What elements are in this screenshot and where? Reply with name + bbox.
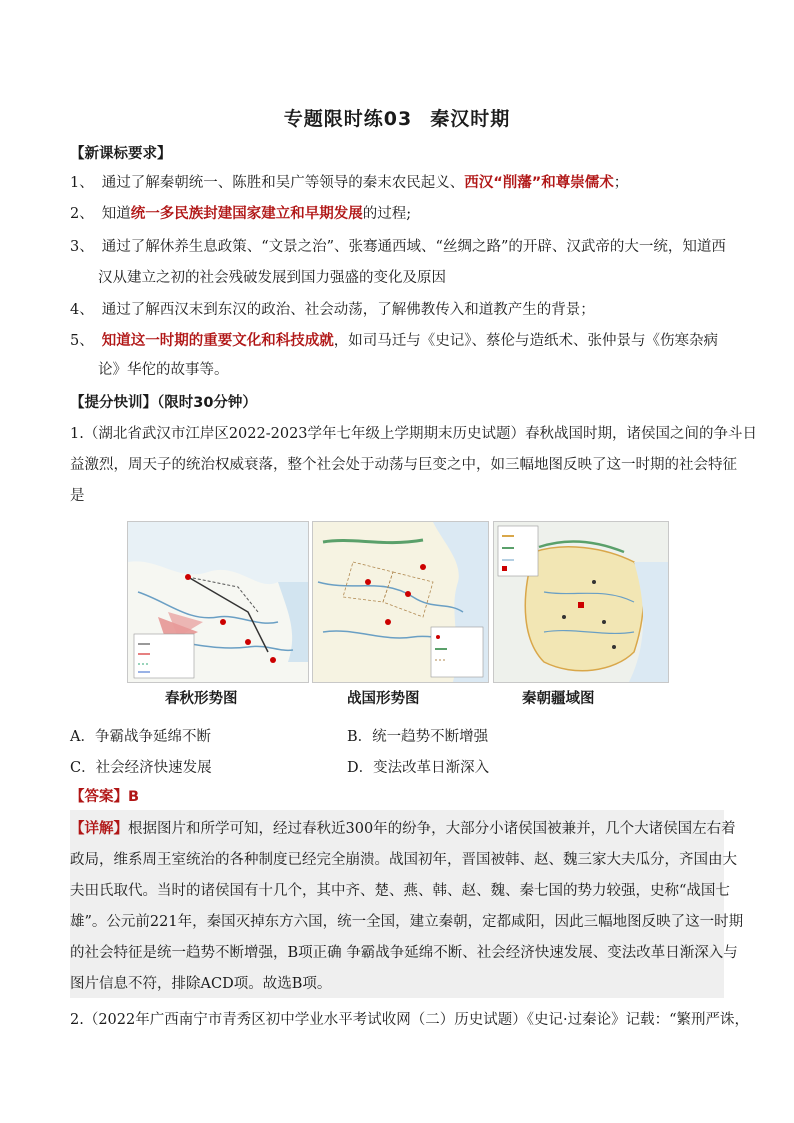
requirement-5: 5、 知道这一时期的重要文化和科技成就，如司马迁与《史记》、蔡伦与造纸术、张仲景与《伤寒杂病 — [70, 333, 718, 349]
option-d[interactable]: D．变法改革日渐深入 — [347, 760, 490, 776]
question1-line2: 益激烈，周天子的统治权威衰落，整个社会处于动荡与巨变之中，如三幅地图反映了这一时期的社会特征 — [70, 457, 737, 473]
page-title — [0, 104, 794, 131]
map-qin-territory — [493, 521, 669, 683]
map-caption-3: 秦朝疆域图 — [522, 691, 595, 707]
question1-line1: 1.（湖北省武汉市江岸区2022-2023学年七年级上学期期末历史试题）春秋战国时期，诸侯国之间的争斗日 — [70, 426, 758, 442]
requirement-1: 1、 通过了解秦朝统一、陈胜和吴广等领导的秦末农民起义、西汉“削藩”和尊崇儒术； — [70, 175, 629, 191]
question2-line1: 2.（2022年广西南宁市青秀区初中学业水平考试收网（二）历史试题）《史记·过秦论》记载：“繁刑严诛， — [70, 1012, 750, 1028]
requirement-2: 2、 知道统一多民族封建国家建立和早期发展的过程; — [70, 206, 412, 222]
detail-line-4: 雄”。公元前221年，秦国灭掉东方六国，统一全国，建立秦朝，定都咸阳，因此三幅地图反映了这一时期 — [70, 914, 744, 930]
map-caption-1: 春秋形势图 — [165, 691, 238, 707]
map-spring-autumn — [127, 521, 309, 683]
option-a[interactable]: A．争霸战争延绵不断 — [70, 729, 211, 745]
question1-line3: 是 — [70, 488, 85, 504]
option-b[interactable]: B．统一趋势不断增强 — [347, 729, 489, 745]
requirement-4: 4、 通过了解西汉末到东汉的政治、社会动荡，了解佛教传入和道教产生的背景； — [70, 302, 595, 318]
map-spring-autumn-art — [128, 522, 308, 682]
title-series: 专题限时练03 — [283, 108, 413, 130]
requirement-5-cont: 论》华佗的故事等。 — [98, 362, 229, 378]
training-heading: 【提分快训】（限时30分钟） — [70, 395, 257, 411]
map-caption-2: 战国形势图 — [347, 691, 420, 707]
answer-line: 【答案】B — [70, 789, 140, 805]
map-warring-states — [312, 521, 489, 683]
detail-line-6: 图片信息不符，排除ACD项。故选B项。 — [70, 976, 332, 992]
map-warring-states-art — [313, 522, 488, 682]
detail-line-1: 【详解】根据图片和所学可知，经过春秋近300年的纷争，大部分小诸侯国被兼并，几个大诸侯国左右着 — [70, 821, 736, 837]
map-qin-territory-art — [494, 522, 668, 682]
map-figure — [127, 521, 667, 707]
detail-line-5: 的社会特征是统一趋势不断增强，B项正确 争霸战争延绵不断、社会经济快速发展、变法改革日渐深入与 — [70, 945, 738, 961]
detail-line-2: 政局，维系周王室统治的各种制度已经完全崩溃。战国初年，晋国被韩、赵、魏三家大夫瓜分，齐国由大 — [70, 852, 737, 868]
option-c[interactable]: C．社会经济快速发展 — [70, 760, 212, 776]
title-topic: 秦汉时期 — [430, 108, 511, 130]
requirement-3: 3、 通过了解休养生息政策、“文景之治”、张骞通西域、“丝绸之路”的开辟、汉武帝的大一统，知道西 — [70, 239, 726, 255]
requirements-heading: 【新课标要求】 — [70, 146, 172, 162]
detail-line-3: 夫田氏取代。当时的诸侯国有十几个，其中齐、楚、燕、韩、赵、魏、秦七国的势力较强，史称“战国七 — [70, 883, 730, 899]
requirement-3-cont: 汉从建立之初的社会残破发展到国力强盛的变化及原因 — [98, 270, 446, 286]
